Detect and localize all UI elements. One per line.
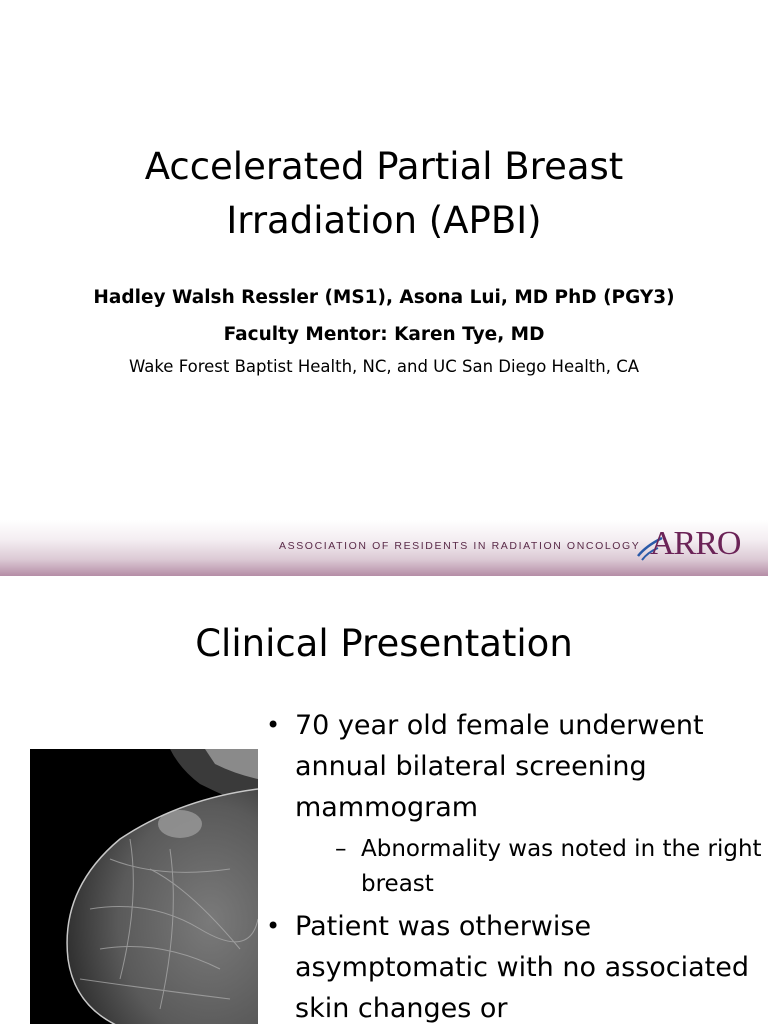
bullet-text-2: Patient was otherwise asymptomatic with no associated skin changes or [295,911,750,1024]
bullet-list [262,705,762,1024]
bullet-marker: • [266,711,281,739]
affiliation: Wake Forest Baptist Health, NC, and UC San Diego Health, CA [128,357,640,376]
dash-marker: – [335,836,347,862]
title-line-2: Irradiation (APBI) [226,199,542,242]
association-name: ASSOCIATION OF RESIDENTS IN RADIATION ONCOLOGY [279,540,641,552]
clinical-presentation-slide [0,585,768,1024]
presentation-title [0,140,768,248]
bullet-marker: • [266,912,281,940]
title-line-1: Accelerated Partial Breast [144,145,624,188]
footer-band [0,520,768,576]
authors: Hadley Walsh Ressler (MS1), Asona Lui, MD PhD (PGY3) [93,287,675,308]
slide-title: Clinical Presentation [195,622,573,665]
arro-logo-text: ARRO [650,525,741,562]
faculty-mentor: Faculty Mentor: Karen Tye, MD [223,324,545,345]
bullet-text-1: 70 year old female underwent annual bilateral screening mammogram [295,710,704,823]
mammogram-image [30,749,258,1024]
bullet-item-1 [262,705,762,902]
sub-bullet-1 [295,832,762,902]
sub-bullet-text-1: Abnormality was noted in the right breast [361,836,762,897]
bullet-item-2 [262,906,762,1024]
slide-separator [0,576,768,585]
